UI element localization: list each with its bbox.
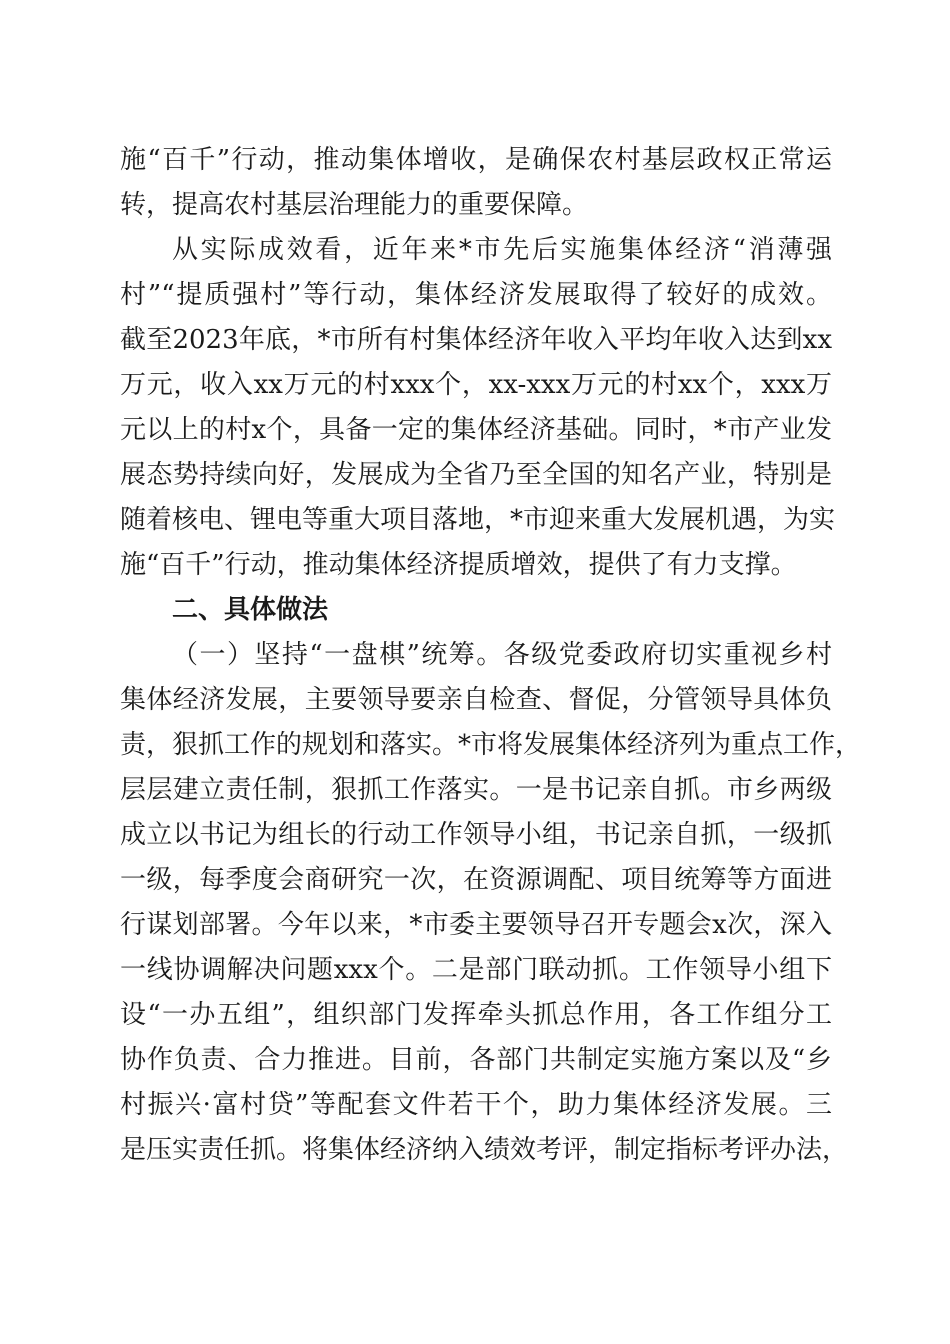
text-line: 施“百千”行动，推动集体经济提质增效，提供了有力支撑。 xyxy=(120,550,797,580)
text-line: 截至2023年底，*市所有村集体经济年收入平均年收入达到xx xyxy=(120,325,832,355)
text-line: 责，狠抓工作的规划和落实。*市将发展集体经济列为重点工作， xyxy=(120,730,862,760)
subsection-start-line: （一）坚持“一盘棋”统筹。各级党委政府切实重视乡村 xyxy=(172,640,832,670)
text-line: 行谋划部署。今年以来，*市委主要领导召开专题会x次，深入 xyxy=(120,910,832,940)
text-line: 转，提高农村基层治理能力的重要保障。 xyxy=(120,190,589,220)
text-line: 层层建立责任制，狠抓工作落实。一是书记亲自抓。市乡两级 xyxy=(120,775,832,805)
text-line: 展态势持续向好，发展成为全省乃至全国的知名产业，特别是 xyxy=(120,460,832,490)
text-line: 万元，收入xx万元的村xxx个，xx-xxx万元的村xx个，xxx万 xyxy=(120,370,832,400)
text-line: 成立以书记为组长的行动工作领导小组，书记亲自抓，一级抓 xyxy=(120,820,832,850)
text-line: 随着核电、锂电等重大项目落地，*市迎来重大发展机遇，为实 xyxy=(120,505,836,535)
text-line: 村”“提质强村”等行动，集体经济发展取得了较好的成效。 xyxy=(120,280,832,310)
section-heading: 二、具体做法 xyxy=(172,595,329,625)
text-line: 设“一办五组”，组织部门发挥牵头抓总作用，各工作组分工 xyxy=(120,1000,832,1030)
text-line: 施“百千”行动，推动集体增收，是确保农村基层政权正常运 xyxy=(120,145,832,175)
text-line: 一级，每季度会商研究一次，在资源调配、项目统筹等方面进 xyxy=(120,865,832,895)
text-line: 协作负责、合力推进。目前，各部门共制定实施方案以及“乡 xyxy=(120,1045,832,1075)
text-line: 集体经济发展，主要领导要亲自检查、督促，分管领导具体负 xyxy=(120,685,832,715)
text-line: 一线协调解决问题xxx个。二是部门联动抓。工作领导小组下 xyxy=(120,955,832,985)
paragraph-start-line: 从实际成效看，近年来*市先后实施集体经济“消薄强 xyxy=(172,235,832,265)
text-line: 是压实责任抓。将集体经济纳入绩效考评，制定指标考评办法， xyxy=(120,1135,849,1165)
text-line: 村振兴·富村贷”等配套文件若干个，助力集体经济发展。三 xyxy=(120,1090,832,1120)
text-line: 元以上的村x个，具备一定的集体经济基础。同时，*市产业发 xyxy=(120,415,832,445)
